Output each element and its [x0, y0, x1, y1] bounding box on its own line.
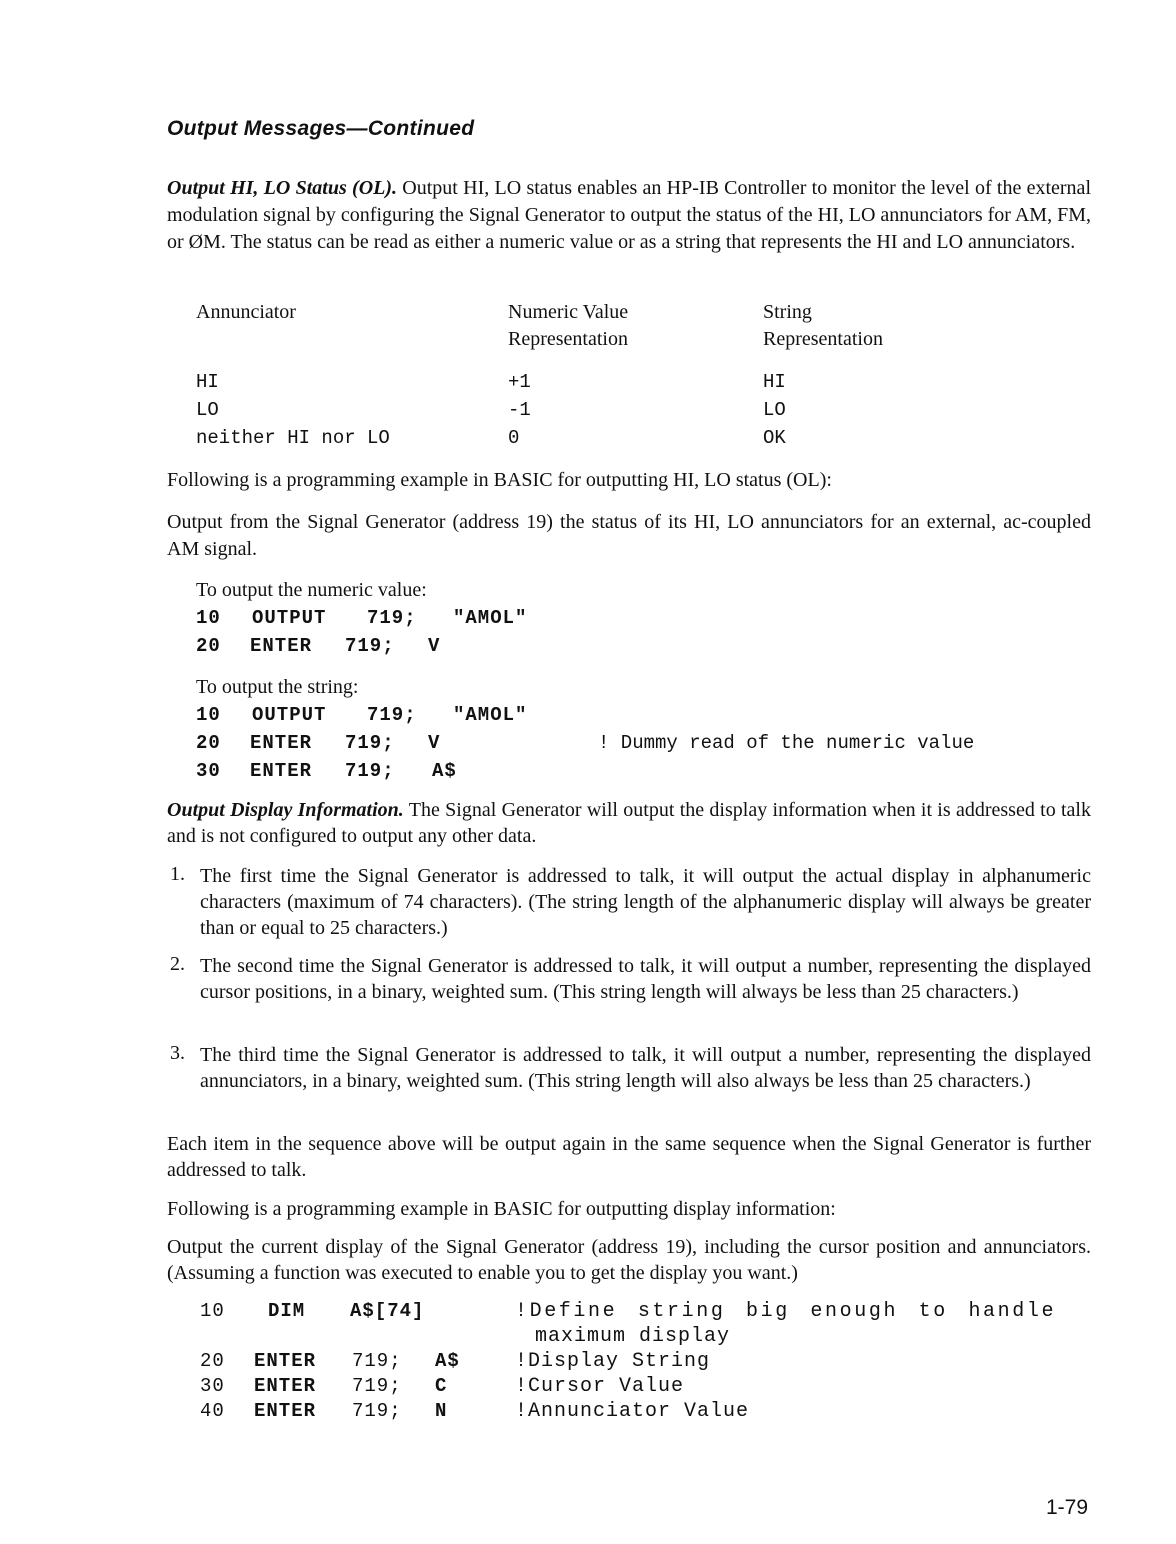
- ol-lead: Output HI, LO Status (OL).: [167, 177, 398, 199]
- table-head-numeric-1: Numeric Value: [508, 301, 629, 323]
- code-comment: !Cursor Value: [515, 1375, 685, 1398]
- table-row-numeric: 0: [508, 427, 520, 449]
- page-number: 1-79: [1045, 1496, 1088, 1519]
- code-address: 719;: [345, 635, 395, 657]
- list-item-number: 2.: [170, 953, 185, 975]
- display-example-intro: Following is a programming example in BASIC for outputting display information:: [167, 1198, 836, 1220]
- code-address: 719;: [345, 760, 395, 782]
- ol-example-intro: Following is a programming example in BASIC for outputting HI, LO status (OL):: [167, 469, 832, 491]
- list-item-number: 1.: [170, 863, 185, 885]
- ol-body: Output HI, LO status enables an HP-IB Controller to monitor the level of the external modulation signal by configuring the Signal Generator to output the status of the HI, LO annunciators for AM, FM, or ØM. The status can be read as either a numeric value or as a string that represents the HI and LO annunciators.: [167, 177, 1091, 253]
- code-address: 719;: [345, 732, 395, 754]
- code-argument: V: [428, 732, 441, 754]
- code-command: ENTER: [250, 635, 313, 657]
- code-comment-continued: maximum display: [535, 1325, 731, 1348]
- table-row-string: HI: [763, 371, 786, 393]
- code-address: 719;: [352, 1375, 402, 1397]
- code-comment: !Display String: [515, 1350, 711, 1373]
- code-line-number: 20: [200, 1350, 225, 1372]
- code-line-number: 10: [200, 1300, 225, 1322]
- code-line-number: 10: [196, 607, 221, 629]
- display-example-desc: Output the current display of the Signal Generator (address 19), including the cursor position and annunciators. (Assuming a function was executed to enable you to get the display you want.): [167, 1236, 1091, 1284]
- code-argument: "AMOL": [453, 704, 528, 726]
- code-line-number: 40: [200, 1400, 225, 1422]
- code-command: ENTER: [254, 1400, 317, 1422]
- code-line-number: 20: [196, 732, 221, 754]
- code-argument: "AMOL": [453, 607, 528, 629]
- numeric-example-label: To output the numeric value:: [196, 579, 427, 601]
- code-argument: A$: [432, 760, 457, 782]
- code-command: DIM: [268, 1300, 306, 1322]
- list-item-text: The second time the Signal Generator is addressed to talk, it will output a number, representing the displayed cursor positions, in a binary, weighted sum. (This string length will always be less than 25 characters.): [200, 955, 1091, 1003]
- table-head-string-2: Representation: [763, 328, 883, 350]
- code-comment: !Define string big enough to handle: [515, 1300, 1057, 1323]
- code-command: ENTER: [250, 732, 313, 754]
- table-row-annunciator: LO: [196, 399, 219, 421]
- code-argument: C: [435, 1375, 448, 1397]
- list-item-text: The third time the Signal Generator is addressed to talk, it will output a number, representing the displayed annunciators, in a binary, weighted sum. (This string length will also always be less than 25 characters.): [200, 1044, 1091, 1092]
- table-head-string-1: String: [763, 301, 812, 323]
- code-address: 719;: [352, 1400, 402, 1422]
- code-line-number: 20: [196, 635, 221, 657]
- ol-paragraph: [167, 175, 1091, 256]
- table-row-annunciator: HI: [196, 371, 219, 393]
- ol-example-desc: Output from the Signal Generator (address 19) the status of its HI, LO annunciators for an external, ac-coupled AM signal.: [167, 511, 1091, 560]
- display-body: The Signal Generator will output the display information when it is addressed to talk and is not configured to output any other data.: [167, 799, 1091, 847]
- code-comment: !Annunciator Value: [515, 1400, 750, 1423]
- code-command: OUTPUT: [252, 704, 327, 726]
- code-address: 719;: [367, 607, 417, 629]
- section-title: Output Messages—Continued: [167, 117, 475, 140]
- table-row-string: LO: [763, 399, 786, 421]
- display-lead: Output Display Information.: [167, 799, 404, 821]
- list-item-text: The first time the Signal Generator is addressed to talk, it will output the actual display in alphanumeric characters (maximum of 74 characters). (The string length of the alphanumeric display will always be greater than or equal to 25 characters.): [200, 865, 1091, 939]
- table-row-numeric: -1: [508, 399, 531, 421]
- code-command: OUTPUT: [252, 607, 327, 629]
- display-paragraph: [167, 797, 1091, 849]
- code-address: 719;: [352, 1350, 402, 1372]
- string-example-label: To output the string:: [196, 676, 359, 698]
- code-line-number: 10: [196, 704, 221, 726]
- table-row-numeric: +1: [508, 371, 531, 393]
- code-address: A$[74]: [350, 1300, 425, 1322]
- sequence-note: Each item in the sequence above will be output again in the same sequence when the Signal Generator is further addressed to talk.: [167, 1133, 1091, 1181]
- table-head-annunciator: Annunciator: [196, 301, 296, 323]
- code-command: ENTER: [254, 1375, 317, 1397]
- code-argument: N: [435, 1400, 448, 1422]
- table-head-numeric-2: Representation: [508, 328, 628, 350]
- code-address: 719;: [367, 704, 417, 726]
- code-command: ENTER: [254, 1350, 317, 1372]
- code-line-number: 30: [200, 1375, 225, 1397]
- code-argument: A$: [435, 1350, 460, 1372]
- code-line-number: 30: [196, 760, 221, 782]
- code-command: ENTER: [250, 760, 313, 782]
- table-row-annunciator: neither HI nor LO: [196, 427, 390, 449]
- list-item-number: 3.: [170, 1042, 185, 1064]
- table-row-string: OK: [763, 427, 786, 449]
- code-comment: ! Dummy read of the numeric value: [598, 732, 975, 754]
- code-argument: V: [428, 635, 441, 657]
